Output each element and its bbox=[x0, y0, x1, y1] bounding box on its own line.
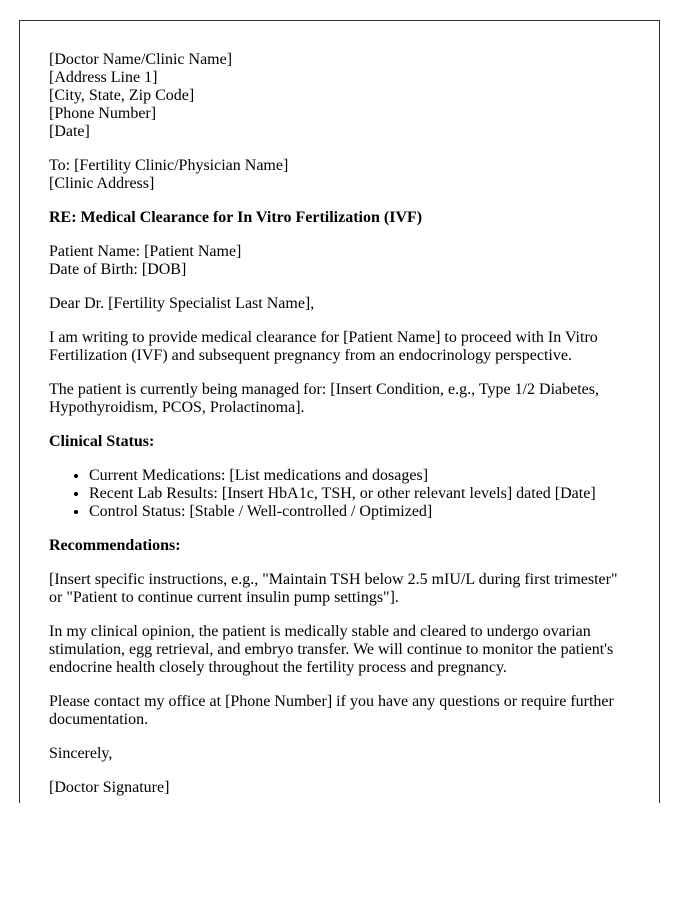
sender-block bbox=[49, 51, 631, 141]
subject-line: RE: Medical Clearance for In Vitro Fertilization (IVF) bbox=[49, 209, 423, 226]
patient-block bbox=[49, 243, 631, 279]
sender-address: [Address Line 1] bbox=[49, 69, 158, 86]
clinical-status-heading: Clinical Status: bbox=[49, 433, 155, 450]
clinical-status-list bbox=[49, 467, 631, 521]
recipient-block bbox=[49, 157, 631, 193]
list-item: • Recent Lab Results: [Insert HbA1c, TSH, or other relevant levels] dated [Date] bbox=[89, 485, 631, 503]
sender-phone: [Phone Number] bbox=[49, 105, 157, 122]
opinion-paragraph: In my clinical opinion, the patient is medically stable and cleared to undergo ovarian stimulation, egg retrieval, and embryo transfer. We will continue to monitor the patient's endocrine health closely throughout the fertility process and pregnancy. bbox=[49, 623, 614, 676]
managed-paragraph: The patient is currently being managed for: [Insert Condition, e.g., Type 1/2 Diabetes, Hypothyroidism, PCOS, Prolactinoma]. bbox=[49, 381, 599, 416]
instructions-paragraph: [Insert specific instructions, e.g., "Maintain TSH below 2.5 mIU/L during first trimester" or "Patient to continue current insulin pump settings"]. bbox=[49, 571, 618, 606]
intro-paragraph: I am writing to provide medical clearance for [Patient Name] to proceed with In Vitro Fertilization (IVF) and subsequent pregnancy from an endocrinology perspective. bbox=[49, 329, 598, 364]
recipient-address: [Clinic Address] bbox=[49, 175, 155, 192]
list-item: • Control Status: [Stable / Well-controlled / Optimized] bbox=[89, 503, 631, 521]
sender-name: [Doctor Name/Clinic Name] bbox=[49, 51, 233, 68]
letter-date: [Date] bbox=[49, 123, 90, 140]
sender-city: [City, State, Zip Code] bbox=[49, 87, 195, 104]
closing: Sincerely, bbox=[49, 745, 113, 762]
patient-dob: Date of Birth: [DOB] bbox=[49, 261, 187, 278]
contact-paragraph: Please contact my office at [Phone Number] if you have any questions or require further documentation. bbox=[49, 693, 614, 728]
letter-page bbox=[19, 20, 660, 803]
recipient-name: To: [Fertility Clinic/Physician Name] bbox=[49, 157, 289, 174]
recommendations-heading: Recommendations: bbox=[49, 537, 181, 554]
patient-name: Patient Name: [Patient Name] bbox=[49, 243, 242, 260]
salutation: Dear Dr. [Fertility Specialist Last Name], bbox=[49, 295, 315, 312]
list-item: • Current Medications: [List medications and dosages] bbox=[89, 467, 631, 485]
signature: [Doctor Signature] bbox=[49, 779, 170, 796]
